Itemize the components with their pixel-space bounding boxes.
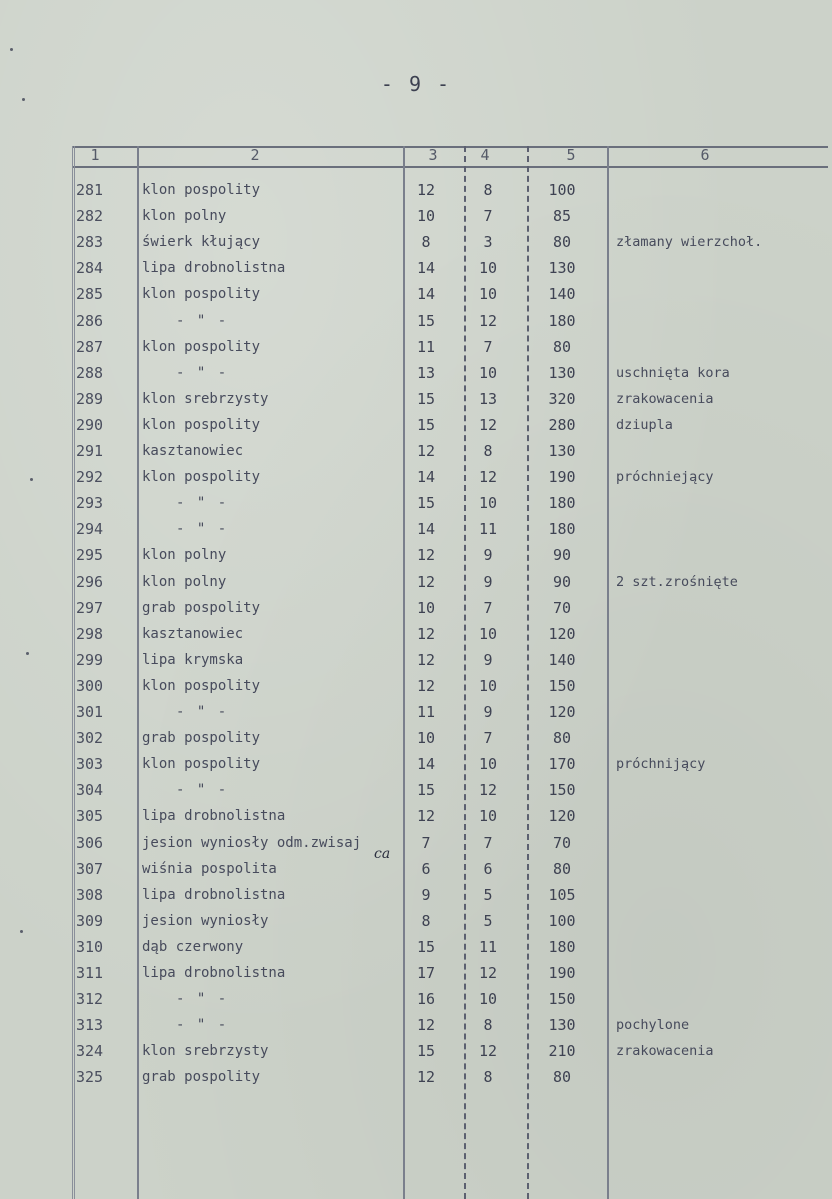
table-row [0,806,832,832]
value-column-3: 10 [416,729,436,748]
remarks: 2 szt.zrośnięte [616,573,738,590]
margin-mark [20,930,23,933]
table-row [0,572,832,598]
value-column-3: 12 [416,572,436,591]
tree-number: 286 [76,311,104,330]
value-column-4: 12 [478,781,498,800]
column-header-5: 5 [566,146,576,164]
value-column-3: 8 [421,233,431,252]
table-row [0,311,832,337]
tree-number: 313 [76,1016,104,1035]
species-name: - " - [176,991,229,1008]
value-column-3: 15 [416,389,436,408]
species-name: klon pospolity [142,338,261,355]
species-name: klon pospolity [142,469,261,486]
tree-number: 296 [76,572,104,591]
species-name: klon polny [142,208,227,225]
species-name: lipa drobnolistna [142,886,286,903]
table-row [0,780,832,806]
value-column-5: 80 [552,729,572,748]
page-number: - 9 - [380,72,452,96]
species-name: dąb czerwony [142,938,244,955]
value-column-4: 5 [483,911,493,930]
value-column-3: 14 [416,259,436,278]
table-row [0,989,832,1015]
column-header-3: 3 [428,146,438,164]
value-column-3: 14 [416,468,436,487]
value-column-4: 7 [483,729,493,748]
value-column-4: 7 [483,833,493,852]
value-column-3: 12 [416,807,436,826]
tree-number: 304 [76,781,104,800]
value-column-5: 90 [552,572,572,591]
value-column-4: 10 [478,363,498,382]
value-column-5: 180 [548,311,576,330]
table-row [0,728,832,754]
species-name: - " - [176,521,229,538]
table-row [0,937,832,963]
table-row [0,493,832,519]
value-column-4: 3 [483,233,493,252]
tree-number: 301 [76,703,104,721]
species-name: klon polny [142,573,227,590]
value-column-5: 80 [552,1068,572,1087]
column-header-2: 2 [250,146,260,164]
value-column-3: 12 [416,442,436,460]
table-row [0,911,832,937]
value-column-5: 100 [548,911,576,930]
tree-number: 285 [76,285,104,304]
table-row [0,363,832,389]
value-column-5: 210 [548,1042,576,1061]
table-row [0,206,832,232]
tree-number: 295 [76,546,104,565]
value-column-4: 10 [478,990,498,1009]
value-column-4: 7 [483,598,493,617]
table-row [0,180,832,206]
species-name: grab pospolity [142,599,261,616]
value-column-5: 320 [548,389,576,408]
tree-number: 310 [76,937,104,956]
species-name: - " - [176,704,229,720]
tree-number: 302 [76,729,104,748]
tree-number: 324 [76,1042,104,1061]
species-name: grab pospolity [142,1069,261,1086]
table-row [0,624,832,650]
value-column-4: 10 [478,676,498,695]
value-column-4: 10 [478,807,498,826]
value-column-4: 10 [478,755,498,774]
species-name: klon srebrzysty [142,1043,269,1060]
remarks: zrakowacenia [616,390,714,407]
value-column-5: 85 [552,207,572,226]
species-name: klon srebrzysty [142,390,269,407]
value-column-4: 12 [478,311,498,330]
tree-number: 299 [76,650,104,669]
value-column-4: 7 [483,207,493,226]
value-column-3: 6 [421,859,431,878]
value-column-5: 120 [548,807,576,826]
species-name: klon pospolity [142,677,261,694]
value-column-5: 150 [548,781,576,800]
value-column-4: 12 [478,468,498,487]
species-name: klon pospolity [142,286,261,303]
value-column-3: 14 [416,520,436,539]
value-column-5: 90 [552,546,572,565]
value-column-5: 130 [548,1016,576,1035]
value-column-5: 70 [552,598,572,617]
table-row [0,650,832,676]
column-header-6: 6 [700,146,710,164]
table-row [0,545,832,571]
value-column-4: 10 [478,624,498,643]
tree-number: 294 [76,520,104,539]
value-column-3: 12 [416,1068,436,1087]
margin-mark [30,478,33,481]
species-name: kasztanowiec [142,443,244,459]
value-column-3: 10 [416,598,436,617]
value-column-5: 150 [548,676,576,695]
species-name: klon pospolity [142,416,261,433]
value-column-5: 100 [548,181,576,199]
remarks: dziupla [616,416,673,433]
table-row [0,415,832,441]
table-row [0,885,832,911]
tree-number: 297 [76,598,104,617]
value-column-5: 80 [552,233,572,252]
table-row [0,1041,832,1067]
value-column-4: 12 [478,1042,498,1061]
value-column-4: 8 [483,442,493,460]
tree-number: 305 [76,807,104,826]
value-column-4: 12 [478,964,498,982]
value-column-5: 180 [548,520,576,539]
column-header-1: 1 [90,146,100,164]
value-column-3: 15 [416,311,436,330]
table-row [0,389,832,415]
species-name: lipa drobnolistna [142,808,286,825]
margin-mark [26,652,29,655]
tree-number: 311 [76,964,104,982]
species-name: jesion wyniosły [142,912,269,929]
value-column-3: 12 [416,676,436,695]
tree-number: 312 [76,990,104,1009]
table-row [0,754,832,780]
tree-number: 281 [76,181,104,199]
tree-number: 308 [76,885,104,904]
value-column-3: 12 [416,624,436,643]
value-column-5: 180 [548,937,576,956]
species-name: klon pospolity [142,756,261,773]
value-column-4: 11 [478,937,498,956]
value-column-3: 12 [416,546,436,565]
species-name: - " - [176,782,229,799]
value-column-3: 11 [416,703,436,721]
table-row [0,598,832,624]
value-column-3: 15 [416,1042,436,1061]
species-name: świerk kłujący [142,234,261,251]
tree-number: 309 [76,911,104,930]
value-column-4: 9 [483,572,493,591]
value-column-5: 150 [548,990,576,1009]
species-name: klon polny [142,547,227,564]
tree-number: 325 [76,1068,104,1087]
species-name: lipa krymska [142,651,244,668]
species-name: - " - [176,364,229,381]
tree-number: 287 [76,337,104,356]
value-column-4: 10 [478,494,498,513]
remarks: uschnięta kora [616,364,730,381]
value-column-4: 9 [483,650,493,669]
value-column-4: 10 [478,285,498,304]
tree-number: 303 [76,755,104,774]
value-column-3: 13 [416,363,436,382]
table-row [0,1067,832,1093]
table-row [0,232,832,258]
value-column-4: 13 [478,389,498,408]
table-row [0,963,832,989]
value-column-3: 9 [421,885,431,904]
value-column-5: 140 [548,285,576,304]
species-name: lipa drobnolistna [142,260,286,277]
value-column-3: 12 [416,181,436,199]
value-column-4: 6 [483,859,493,878]
value-column-3: 15 [416,415,436,434]
value-column-5: 120 [548,703,576,721]
value-column-5: 280 [548,415,576,434]
value-column-3: 17 [416,964,436,982]
tree-number: 284 [76,259,104,278]
table-row [0,859,832,885]
value-column-5: 130 [548,259,576,278]
tree-number: 298 [76,624,104,643]
value-column-4: 12 [478,415,498,434]
species-name: jesion wyniosły odm.zwisaj [142,834,362,851]
value-column-5: 190 [548,964,576,982]
value-column-5: 170 [548,755,576,774]
table-row [0,833,832,859]
table-row [0,519,832,545]
value-column-5: 140 [548,650,576,669]
tree-number: 307 [76,859,104,878]
column-header-4: 4 [480,146,490,164]
value-column-3: 14 [416,755,436,774]
table-row [0,337,832,363]
tree-number: 300 [76,676,104,695]
value-column-5: 130 [548,442,576,460]
tree-number: 283 [76,233,104,252]
species-name: wiśnia pospolita [142,860,277,877]
value-column-3: 14 [416,285,436,304]
table-row [0,441,832,467]
value-column-5: 190 [548,468,576,487]
value-column-5: 80 [552,859,572,878]
value-column-4: 11 [478,520,498,539]
value-column-5: 130 [548,363,576,382]
value-column-4: 9 [483,546,493,565]
value-column-5: 120 [548,624,576,643]
remarks: próchnijący [616,756,706,773]
species-name: lipa drobnolistna [142,965,286,981]
value-column-3: 15 [416,494,436,513]
value-column-3: 11 [416,337,436,356]
value-column-5: 80 [552,337,572,356]
table-row [0,702,832,728]
remarks: zrakowacenia [616,1043,714,1060]
value-column-3: 8 [421,911,431,930]
value-column-5: 180 [548,494,576,513]
species-name: klon pospolity [142,182,261,198]
handwritten-note: ca [374,846,391,862]
table-row [0,676,832,702]
remarks: próchniejący [616,469,714,486]
species-name: - " - [176,312,229,329]
species-name: kasztanowiec [142,625,244,642]
value-column-3: 12 [416,1016,436,1035]
value-column-3: 15 [416,781,436,800]
remarks: złamany wierzchoł. [616,234,763,251]
tree-number: 290 [76,415,104,434]
value-column-3: 15 [416,937,436,956]
value-column-4: 5 [483,885,493,904]
species-name: - " - [176,495,229,512]
value-column-4: 8 [483,1016,493,1035]
value-column-4: 8 [483,181,493,199]
tree-number: 292 [76,468,104,487]
tree-number: 293 [76,494,104,513]
species-name: - " - [176,1017,229,1034]
value-column-4: 10 [478,259,498,278]
margin-mark [10,48,13,51]
value-column-4: 9 [483,703,493,721]
remarks: pochylone [616,1017,690,1034]
value-column-3: 10 [416,207,436,226]
margin-mark [22,98,25,101]
value-column-3: 16 [416,990,436,1009]
table-header-rule [72,166,828,168]
value-column-3: 7 [421,833,431,852]
value-column-4: 8 [483,1068,493,1087]
species-name: grab pospolity [142,730,261,747]
table-row [0,1015,832,1041]
value-column-5: 70 [552,833,572,852]
table-row [0,467,832,493]
tree-number: 306 [76,833,104,852]
tree-number: 288 [76,363,104,382]
table-row [0,284,832,310]
value-column-4: 7 [483,337,493,356]
tree-number: 282 [76,207,104,226]
table-row [0,258,832,284]
value-column-5: 105 [548,885,576,904]
tree-number: 291 [76,442,104,460]
value-column-3: 12 [416,650,436,669]
tree-number: 289 [76,389,104,408]
